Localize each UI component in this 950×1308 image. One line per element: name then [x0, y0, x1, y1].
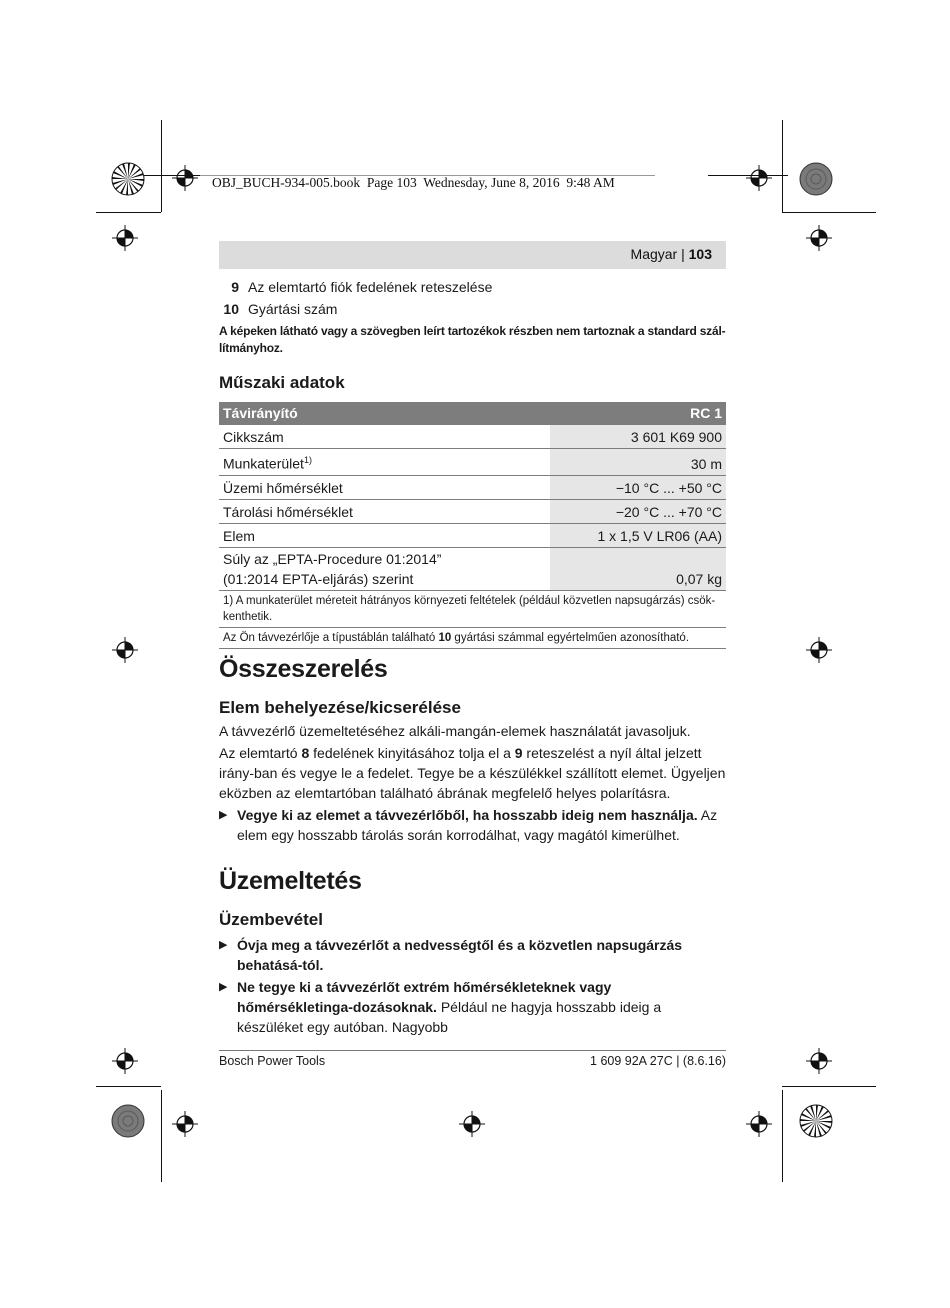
registration-mark-icon	[172, 165, 198, 191]
page-header	[219, 241, 726, 269]
serial-note-text: gyártási számmal egyértelműen azonosítható.	[451, 631, 690, 644]
spec-header-model: RC 1	[550, 402, 726, 425]
spec-value: −20 °C ... +70 °C	[550, 499, 726, 523]
spec-header-product: Távirányító	[219, 402, 550, 425]
spec-value: 3 601 K69 900	[550, 425, 726, 449]
legend-number: 9	[231, 279, 239, 295]
bullet-arrow-icon: ▶	[219, 980, 228, 993]
table-footnote: 1) A munkaterület méreteit hátrányos környezeti feltételek (például közvetlen napsugárzás) csök-kenthetik.	[219, 590, 726, 627]
registration-mark-icon	[112, 1048, 138, 1074]
accessory-note: A képeken látható vagy a szövegben leírt tartozékok részben nem tartoznak a standard szál-lítmányhoz.	[219, 324, 726, 355]
legend-number: 10	[223, 301, 239, 317]
registration-mark-icon	[172, 1111, 198, 1137]
spec-label: Munkaterület	[223, 455, 304, 472]
table-row	[219, 475, 726, 499]
star-target-icon	[799, 1104, 833, 1138]
registration-mark-icon	[112, 225, 138, 251]
footer-doc-code: 1 609 92A 27C | (8.6.16)	[590, 1054, 726, 1068]
bullet-arrow-icon: ▶	[219, 938, 228, 951]
spec-label-cell	[219, 547, 550, 590]
registration-mark-icon	[746, 165, 772, 191]
gray-disc-icon	[111, 1104, 145, 1138]
battery-para2: Az elemtartó 8 fedelének kinyitásához tolja el a 9 reteszelést a nyíl által jelzett irány-ban és vegye le a fedelet. Tegye be a készülékkel szállított elemet. Ügyeljen eközben az elemtartóban található ábrának megfelelő helyes polarításra.	[219, 744, 726, 801]
battery-heading: Elem behelyezése/kicserélése	[219, 697, 461, 717]
registration-mark-icon	[112, 637, 138, 663]
serial-note-text: Az Ön távvezérlője a típustáblán található	[223, 631, 439, 644]
spec-value: 30 m	[550, 449, 726, 476]
legend-text: Gyártási szám	[248, 301, 338, 317]
spec-value: 0,07 kg	[550, 547, 726, 590]
startup-heading: Üzembevétel	[219, 909, 323, 929]
legend-item	[219, 276, 726, 298]
legend-item	[219, 298, 726, 320]
table-row	[219, 499, 726, 523]
spec-label: (01:2014 EPTA-eljárás) szerint	[223, 570, 414, 587]
gray-disc-icon	[799, 162, 833, 196]
bullet-arrow-icon: ▶	[219, 808, 228, 821]
spec-value: −10 °C ... +50 °C	[550, 475, 726, 499]
registration-mark-icon	[746, 1111, 772, 1137]
header-language: Magyar	[630, 246, 678, 262]
spec-label: Cikkszám	[219, 425, 550, 449]
table-row	[219, 547, 726, 590]
warning-bullet: ▶ Óvja meg a távvezérlőt a nedvességtől és a közvetlen napsugárzás behatásá-tól.	[219, 936, 683, 973]
legend-text: Az elemtartó fiók fedelének reteszelése	[248, 279, 493, 295]
operation-title: Üzemeltetés	[219, 866, 362, 895]
registration-mark-icon	[806, 225, 832, 251]
page-content	[219, 276, 726, 1037]
page-number: 103	[688, 246, 712, 262]
footnote-ref: 1)	[303, 455, 312, 465]
table-row	[219, 425, 726, 449]
battery-para1: A távvezérlő üzemeltetéséhez alkáli-mangán-elemek használatát javasoljuk.	[219, 722, 691, 739]
warning-bullet: ▶ Vegye ki az elemet a távvezérlőből, ha hosszabb ideig nem használja. Az elem egy hosszabb tárolás során korrodálhat, vagy magától kimerülhet.	[219, 806, 718, 843]
table-row	[219, 523, 726, 547]
spec-label: Elem	[219, 523, 550, 547]
spec-table	[219, 402, 726, 590]
registration-mark-icon	[806, 1048, 832, 1074]
registration-mark-icon	[459, 1111, 485, 1137]
star-target-icon	[111, 162, 145, 196]
print-slug-line: OBJ_BUCH-934-005.book Page 103 Wednesday, June 8, 2016 9:48 AM	[212, 175, 615, 190]
tech-data-heading: Műszaki adatok	[219, 373, 345, 392]
warning-bullet: ▶ Ne tegye ki a távvezérlőt extrém hőmérsékleteknek vagy hőmérsékletinga-dozásoknak. Például ne hagyja hosszabb ideig a készüléket egy autóban. Nagyobb	[219, 978, 662, 1035]
footer-brand: Bosch Power Tools	[219, 1054, 326, 1068]
spec-label: Súly az „EPTA-Procedure 01:2014”	[223, 550, 442, 567]
table-row	[219, 449, 726, 476]
serial-note-number: 10	[438, 631, 452, 644]
footer-rule	[219, 1050, 726, 1051]
serial-note	[219, 627, 726, 649]
spec-table-header	[219, 402, 726, 425]
assembly-title: Összeszerelés	[219, 654, 388, 683]
spec-label-cell	[219, 449, 550, 476]
spec-label: Tárolási hőmérséklet	[219, 499, 550, 523]
header-separator: |	[681, 246, 685, 262]
spec-label: Üzemi hőmérséklet	[219, 475, 550, 499]
registration-mark-icon	[806, 637, 832, 663]
spec-value: 1 x 1,5 V LR06 (AA)	[550, 523, 726, 547]
